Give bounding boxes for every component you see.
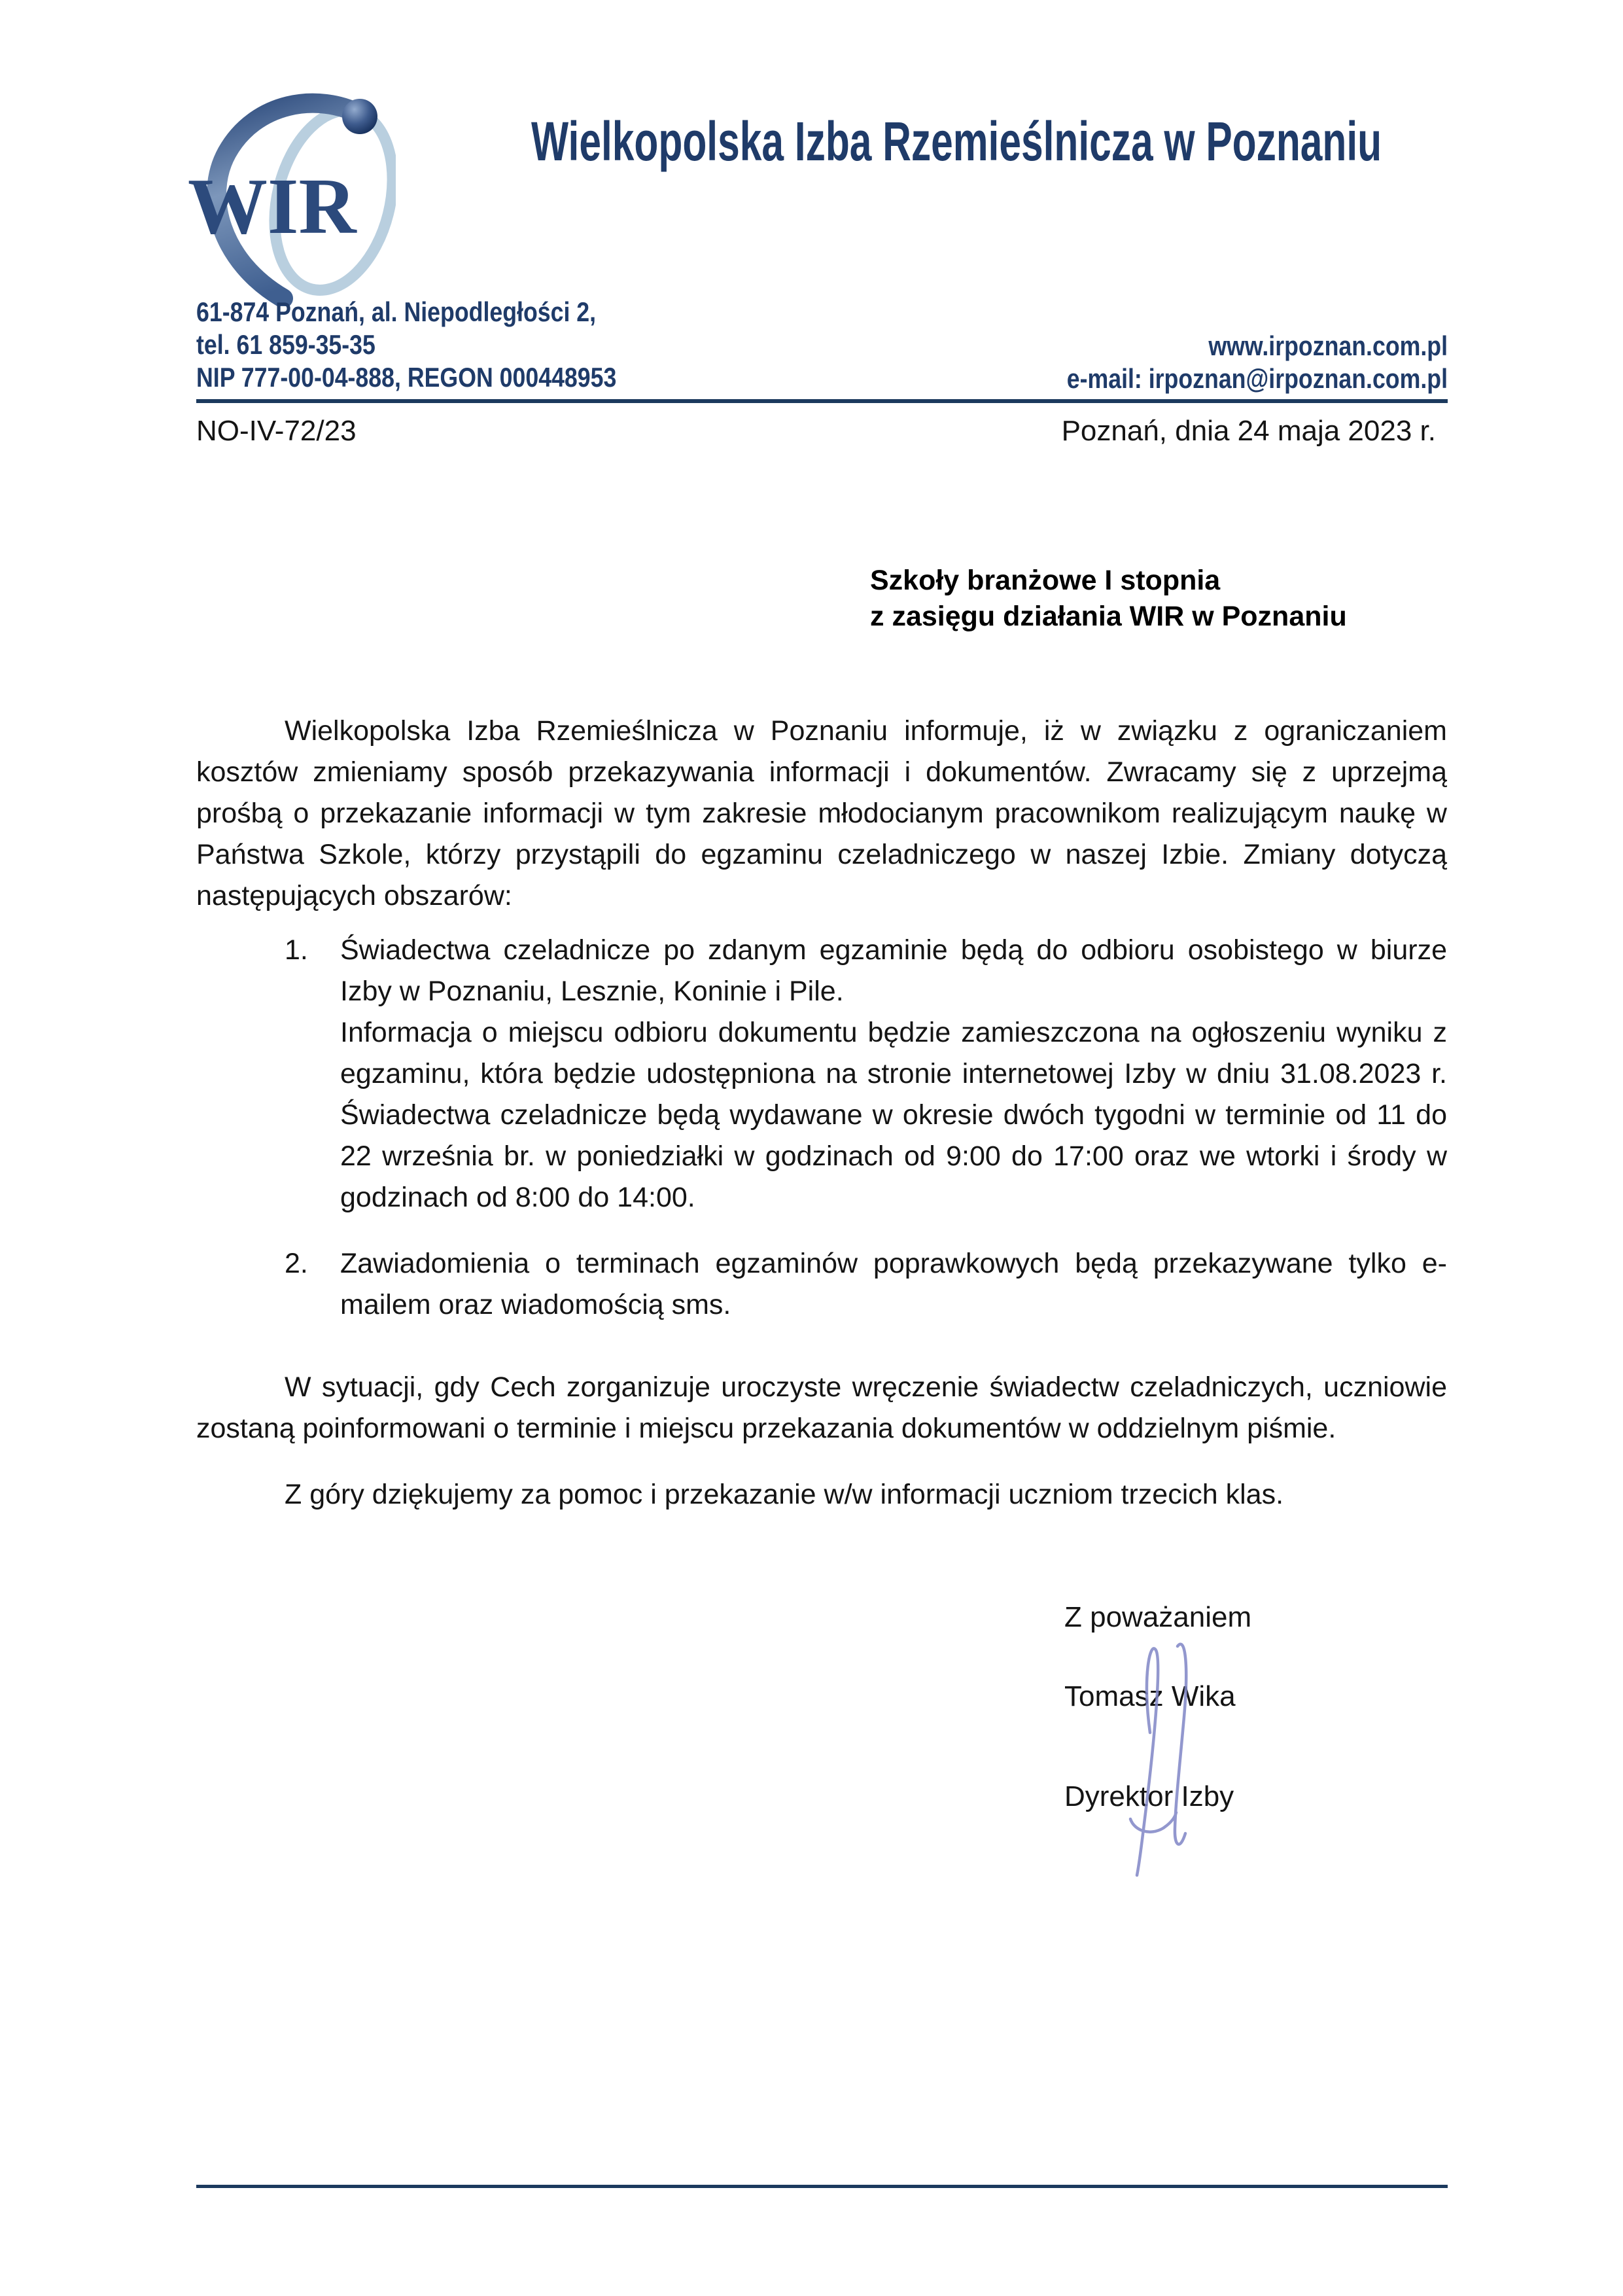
reference-number: NO-IV-72/23 <box>196 415 357 447</box>
list-item-text: Informacja o miejscu odbioru dokumentu będzie zamieszczona na ogłoszeniu wyniku z egzaminu, która będzie udostępniona na stronie internetowej Izby w dniu 31.08.2023 r. Świadectwa czeladnicze będą wydawane w okresie dwóch tygodni w terminie od 11 do 22 września br. w poniedziałki w godzinach od 9:00 do 17:00 oraz we wtorki i środy w godzinach od 8:00 do 14:00. <box>340 1017 1447 1213</box>
closing-salutation: Z poważaniem <box>1064 1601 1252 1633</box>
list-item-1 <box>196 930 1447 1218</box>
organization-title: Wielkopolska Izba Rzemieślnicza w Poznaniu <box>531 111 1382 172</box>
letter-body <box>196 711 1447 1515</box>
footer-rule <box>196 2185 1448 2188</box>
reference-date-row <box>196 415 1436 448</box>
numbered-list <box>196 930 1447 1326</box>
outro-paragraph-2: Z góry dziękujemy za pomoc i przekazanie w/w informacji uczniom trzecich klas. <box>285 1479 1284 1510</box>
phone-line: tel. 61 859-35-35 <box>196 329 375 360</box>
recipient-line: z zasięgu działania WIR w Poznaniu <box>870 601 1347 632</box>
list-item-number: 2. <box>285 1248 308 1279</box>
website-line: www.irpoznan.com.pl <box>1208 330 1448 361</box>
contact-block <box>1067 330 1448 395</box>
signer-title: Dyrektor Izby <box>1064 1780 1234 1812</box>
address-line: 61-874 Poznań, al. Niepodległości 2, <box>196 296 597 327</box>
dateline: Poznań, dnia 24 maja 2023 r. <box>1061 415 1436 447</box>
recipient-block <box>870 563 1347 635</box>
wir-logo <box>186 90 396 306</box>
header-rule <box>196 399 1448 403</box>
list-item-number: 1. <box>285 934 308 966</box>
list-item-text: Zawiadomienia o terminach egzaminów poprawkowych będą przekazywane tylko e-mailem oraz wiadomością sms. <box>340 1248 1447 1320</box>
signature-stroke <box>1137 1648 1158 1875</box>
logo-letters: WIR <box>188 162 357 251</box>
list-item-2 <box>196 1243 1447 1326</box>
address-block <box>196 296 616 394</box>
logo-sphere <box>342 99 377 134</box>
intro-paragraph: Wielkopolska Izba Rzemieślnicza w Poznaniu informuje, iż w związku z ograniczaniem kosztów zmieniamy sposób przekazywania informacji i dokumentów. Zwracamy się z uprzejmą prośbą o przekazanie informacji w tym zakresie młodocianym pracownikom realizującym naukę w Państwa Szkole, którzy przystąpili do egzaminu czeladniczego w naszej Izbie. Zmiany dotyczą następujących obszarów: <box>196 715 1447 911</box>
list-item-text: Świadectwa czeladnicze po zdanym egzaminie będą do odbioru osobistego w biurze Izby w Poznaniu, Lesznie, Koninie i Pile. <box>340 934 1447 1007</box>
signer-name: Tomasz Wika <box>1064 1680 1236 1712</box>
recipient-line: Szkoły branżowe I stopnia <box>870 565 1221 596</box>
email-line: e-mail: irpoznan@irpoznan.com.pl <box>1066 363 1448 394</box>
signature-stroke <box>1130 1812 1176 1832</box>
nip-regon-line: NIP 777-00-04-888, REGON 000448953 <box>196 362 617 393</box>
signature-graphic <box>1112 1634 1204 1878</box>
outro-paragraph-1: W sytuacji, gdy Cech zorganizuje uroczyste wręczenie świadectw czeladniczych, uczniowie zostaną poinformowani o terminie i miejscu przekazania dokumentów w oddzielnym piśmie. <box>196 1371 1447 1444</box>
